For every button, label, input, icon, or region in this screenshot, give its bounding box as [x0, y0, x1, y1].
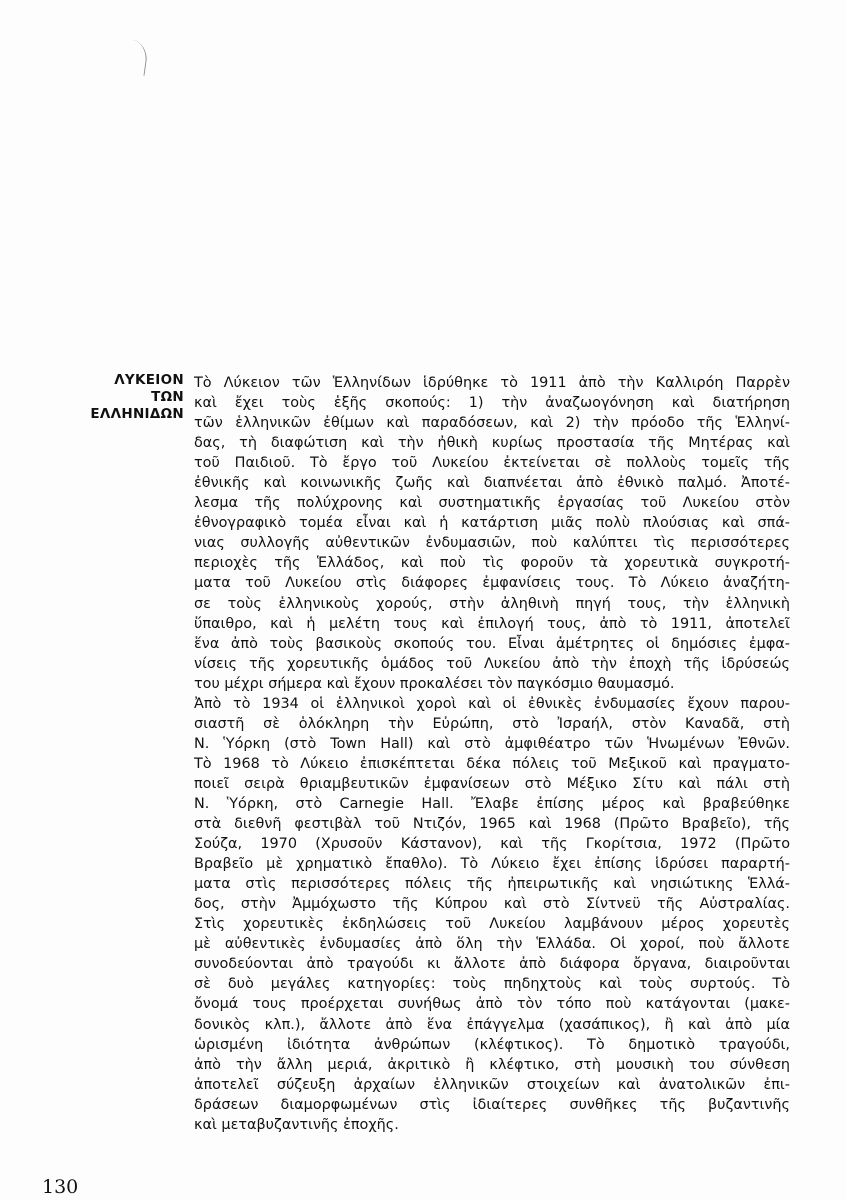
- text-line: ὡρισμένη ἰδιότητα ἀνθρώπων (κλέφτικος). Τὸ δημοτικὸ τραγούδι,: [194, 1036, 790, 1053]
- text-line: ποιεῖ σειρὰ θριαμβευτικῶν ἐμφανίσεων στὸ Μέξικο Σίτυ καὶ πάλι στὴ: [194, 775, 790, 792]
- text-line: δος, στὴν Ἀμμόχωστο τῆς Κύπρου καὶ στὸ Σίντνεϋ τῆς Αὐστραλίας.: [194, 896, 790, 913]
- text-line: νίσεις τῆς χορευτικῆς ὁμάδος τοῦ Λυκείου ἀπὸ τὴν ἐποχὴ τῆς ἱδρύσεώς: [194, 655, 790, 672]
- text-line: Σούζα, 1970 (Χρυσοῦν Κάστανον), καὶ τῆς Γκορίτσια, 1972 (Πρῶτο: [194, 836, 790, 853]
- text-line: ὄνομά τους προέρχεται συνήθως ἀπὸ τὸν τόπο ποὺ κατάγονται (μακε-: [194, 996, 790, 1013]
- heading-line-1: ΛΥΚΕΙΟΝ: [114, 372, 184, 388]
- text-line: Στὶς χορευτικὲς ἐκδηλώσεις τοῦ Λυκείου λαμβάνουν μέρος χορευτὲς: [194, 916, 790, 933]
- text-line: Τὸ Λύκειον τῶν Ἑλληνίδων ἱδρύθηκε τὸ 1911 ἀπὸ τὴν Καλλιρόη Παρρὲν: [194, 375, 790, 391]
- text-line: Ἀπὸ τὸ 1934 οἱ ἑλληνικοὶ χοροὶ καὶ οἱ ἐθνικὲς ἐνδυμασίες ἔχουν παρου-: [194, 695, 790, 712]
- text-line: καὶ ἔχει τοὺς ἑξῆς σκοπούς: 1) τὴν ἀναζωογόνηση καὶ διατήρηση: [194, 395, 790, 412]
- text-line: σιαστῆ σὲ ὁλόκληρη τὴν Εὐρώπη, στὸ Ἰσραήλ, στὸν Καναδᾶ, στὴ: [194, 715, 790, 732]
- text-line: στὰ διεθνῆ φεστιβὰλ τοῦ Ντιζόν, 1965 καὶ 1968 (Πρῶτο Βραβεῖο), τῆς: [194, 816, 790, 833]
- corner-pencil-mark: [116, 38, 149, 76]
- text-line: Τὸ 1968 τὸ Λύκειο ἐπισκέπτεται δέκα πόλεις τοῦ Μεξικοῦ καὶ πραγματο-: [194, 755, 790, 772]
- text-line: ἀποτελεῖ σύζευξη ἀρχαίων ἑλληνικῶν στοιχείων καὶ ἀνατολικῶν ἐπι-: [194, 1076, 790, 1093]
- text-line: τοῦ Παιδιοῦ. Τὸ ἔργο τοῦ Λυκείου ἐκτείνεται σὲ πολλοὺς τομεῖς τῆς: [194, 455, 790, 472]
- text-line: Βραβεῖο μὲ χρηματικὸ ἔπαθλο). Τὸ Λύκειο ἔχει ἐπίσης ἱδρύσει παραρτή-: [194, 856, 790, 873]
- text-line: ματα τοῦ Λυκείου στὶς διάφορες ἐμφανίσεις τους. Τὸ Λύκειο ἀναζήτη-: [194, 575, 790, 592]
- text-line: δας, τὴ διαφώτιση καὶ τὴν ἠθικὴ κυρίως προστασία τῆς Μητέρας καὶ: [194, 435, 790, 452]
- heading-line-3: ΕΛΛΗΝΙΔΩΝ: [90, 406, 184, 422]
- heading-line-2: ΤΩΝ: [151, 389, 184, 405]
- text-line: περιοχὲς τῆς Ἑλλάδος, καὶ ποὺ τὶς φοροῦν τὰ χορευτικὰ συγκροτή-: [194, 555, 790, 572]
- text-line: ἐθνογραφικὸ τομέα εἶναι καὶ ἡ κατάρτιση μιᾶς πολὺ πλούσιας καὶ σπά-: [194, 515, 790, 532]
- text-line: μὲ αὐθεντικὲς ἐνδυμασίες ἀπὸ ὅλη τὴν Ἑλλάδα. Οἱ χοροί, ποὺ ἄλλοτε: [194, 936, 790, 953]
- body-paragraph: [194, 373, 790, 1135]
- text-line: ἐθνικῆς καὶ κοινωνικῆς ζωῆς καὶ διαπνέεται ἀπὸ ἐθνικὸ παλμό. Ἀποτέ-: [194, 475, 790, 492]
- page-number: 130: [42, 1176, 79, 1198]
- text-line: δονικὸς κλπ.), ἄλλοτε ἀπὸ ἕνα ἐπάγγελμα (χασάπικος), ἢ καὶ ἀπὸ μία: [194, 1016, 790, 1033]
- text-line: Ν. Ὑόρκη (στὸ Town Hall) καὶ στὸ ἀμφιθέατρο τῶν Ἡνωμένων Ἐθνῶν.: [194, 735, 790, 752]
- text-line: τῶν ἑλληνικῶν ἐθίμων καὶ παραδόσεων, καὶ 2) τὴν πρόοδο τῆς Ἑλληνί-: [194, 415, 790, 432]
- text-line: νιας συλλογῆς αὐθεντικῶν ἐνδυμασιῶν, ποὺ καλύπτει τὶς περισσότερες: [194, 535, 790, 552]
- text-line: Ν. Ὑόρκη, στὸ Carnegie Hall. Ἔλαβε ἐπίσης μέρος καὶ βραβεύθηκε: [194, 795, 790, 812]
- text-line: λεσμα τῆς πολύχρονης καὶ συστηματικῆς ἐργασίας τοῦ Λυκείου στὸν: [194, 495, 790, 512]
- text-line: ὕπαιθρο, καὶ ἡ μελέτη τους καὶ ἐπιλογή τους, ἀπὸ τὸ 1911, ἀποτελεῖ: [194, 615, 790, 632]
- text-line: σε τοὺς ἑλληνικοὺς χορούς, στὴν ἀληθινὴ πηγή τους, τὴν ἑλληνικὴ: [194, 595, 790, 612]
- text-line: σὲ δυὸ μεγάλες κατηγορίες: τοὺς πηδηχτοὺς καὶ τοὺς συρτούς. Τὸ: [194, 976, 790, 993]
- text-line: του μέχρι σήμερα καὶ ἔχουν προκαλέσει τὸν παγκόσμιο θαυμασμό.: [194, 675, 675, 692]
- text-line: δράσεων διαμορφωμένων στὶς ἰδιαίτερες συνθῆκες τῆς βυζαντινῆς: [194, 1096, 790, 1113]
- text-line: συνοδεύονται ἀπὸ τραγούδι κι ἄλλοτε ἀπὸ διάφορα ὄργανα, διαιροῦνται: [194, 956, 790, 973]
- text-line: ἕνα ἀπὸ τοὺς βασικοὺς σκοπούς του. Εἶναι ἀμέτρητες οἱ δημόσιες ἐμφα-: [194, 635, 790, 652]
- text-line: ἀπὸ τὴν ἄλλη μεριά, ἀκριτικὸ ἢ κλέφτικο, στὴ μουσικὴ του σύνθεση: [194, 1056, 790, 1073]
- section-heading: [60, 372, 184, 423]
- text-line: καὶ μεταβυζαντινῆς ἐποχῆς.: [194, 1116, 399, 1133]
- text-line: ματα στὶς περισσότερες πόλεις τῆς ἠπειρωτικῆς καὶ νησιώτικης Ἑλλά-: [194, 876, 790, 893]
